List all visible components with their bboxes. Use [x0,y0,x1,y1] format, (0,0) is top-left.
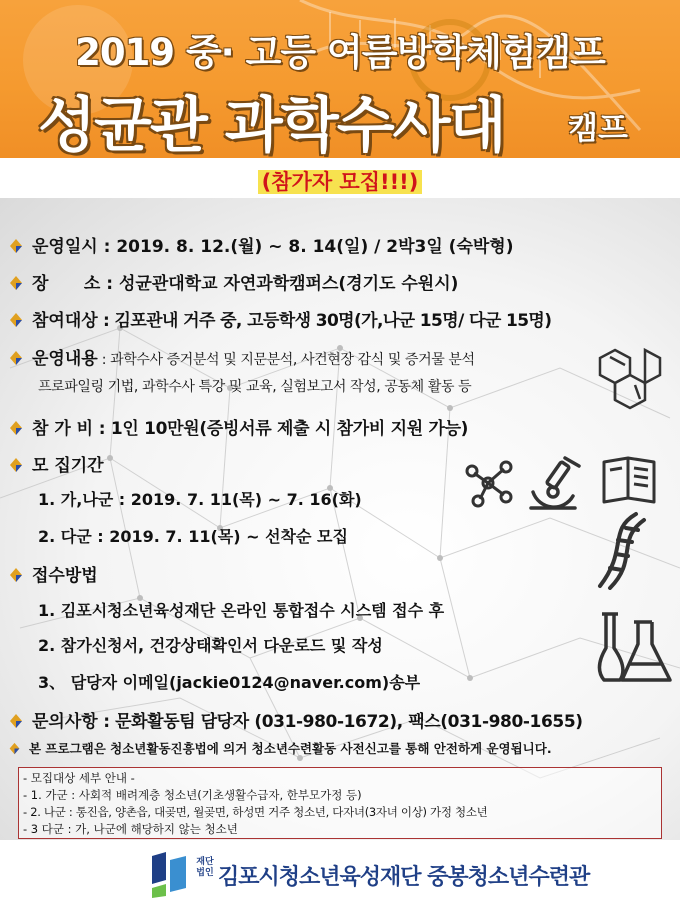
detail-box [18,767,662,839]
detail-line-3: - 3 다군 : 가, 나군에 해당하지 않는 청소년 [23,822,238,836]
organization-name: 김포시청소년육성재단 중봉청소년수련관 [218,865,590,890]
content-row [8,344,475,369]
recruit-banner [0,166,680,196]
period-line-2: 2. 다군 : 2019. 7. 11(목) ~ 선착순 모집 [38,527,348,546]
fee-value: : 1인 10만원(증빙서류 제출 시 참가비 지원 가능) [93,419,469,439]
bullet-icon [8,312,24,328]
recruit-text: (참가자 모집!!!) [258,170,423,194]
bullet-icon [8,350,24,366]
contact-row [8,707,583,732]
book-icon [598,448,662,508]
microscope-icon [523,452,587,516]
molecule-icon [460,455,516,511]
place-value: : 성균관대학교 자연과학캠퍼스(경기도 수원시) [100,274,459,294]
flask-icon [590,608,674,688]
footer [0,840,680,906]
period-label: 모 집기간 [32,456,104,476]
apply-step-2: 2. 참가신청서, 건강상태확인서 다운로드 및 작성 [38,636,383,655]
content-label: 운영내용 [32,349,98,369]
fee-row [8,414,468,439]
schedule-row [8,232,514,257]
content-value-line2: 프로파일링 기법, 과학수사 특강 및 교육, 실험보고서 작성, 공동체 활동 등 [38,379,472,395]
benzene-icon [590,345,670,425]
dna-icon [588,510,648,590]
title-suffix: 캠프 [568,111,628,147]
apply-row [8,561,98,586]
bullet-icon [8,567,24,583]
title-line-2: 성균관 과학수사대 [38,91,505,158]
detail-heading: - 모집대상 세부 안내 - [23,771,135,785]
apply-step-1: 1. 김포시청소년육성재단 온라인 통합접수 시스템 접수 후 [38,601,445,620]
bullet-icon [8,238,24,254]
legal-mark-top: 재단 [196,857,214,867]
notice-text: 본 프로그램은 청소년활동진흥법에 의거 청소년수련활동 사전신고를 통해 안전하게 운영됩니다. [29,741,552,756]
legal-mark-bottom: 법인 [196,868,214,878]
apply-label: 접수방법 [32,566,98,586]
notice-row [8,739,552,757]
bullet-icon [8,457,24,473]
target-label: 참여대상 [32,311,98,331]
period-line-1: 1. 가,나군 : 2019. 7. 11(목) ~ 7. 16(화) [38,490,362,509]
period-row [8,451,104,476]
bullet-icon [8,275,24,291]
apply-step-3: 3、 담당자 이메일(jackie0124@naver.com)송부 [38,673,421,692]
bullet-icon [8,713,24,729]
header-banner [0,0,680,158]
schedule-label: 운영일시 [32,237,98,257]
detail-line-2: - 2. 나군 : 통진읍, 양촌읍, 대곶면, 월곶면, 하성면 거주 청소년, 다자녀(3자녀 이상) 가정 청소년 [23,805,488,819]
target-row [8,306,551,331]
target-value: : 김포관내 거주 중, 고등학생 30명(가,나군 15명/ 다군 15명) [97,311,552,331]
detail-line-1: - 1. 가군 : 사회적 배려계층 청소년(기초생활수급자, 한부모가정 등) [23,788,362,802]
place-row [8,269,458,294]
place-label: 장 소 [32,274,101,294]
bullet-icon [8,420,24,436]
bullet-icon [8,742,21,755]
title-line-1: 2019 중· 고등 여름방학체험캠프 [75,31,605,74]
organization-logo [148,850,190,898]
fee-label: 참 가 비 [32,419,94,439]
contact-value: : 문화활동팀 담당자 (031-980-1672), 팩스(031-980-1655) [97,712,583,732]
schedule-value: : 2019. 8. 12.(월) ~ 8. 14(일) / 2박3일 (숙박형) [97,237,514,257]
content-value: : 과학수사 증거분석 및 지문분석, 사건현장 감식 및 증거물 분석 [97,352,475,368]
contact-label: 문의사항 [32,712,98,732]
legal-mark [196,857,214,879]
